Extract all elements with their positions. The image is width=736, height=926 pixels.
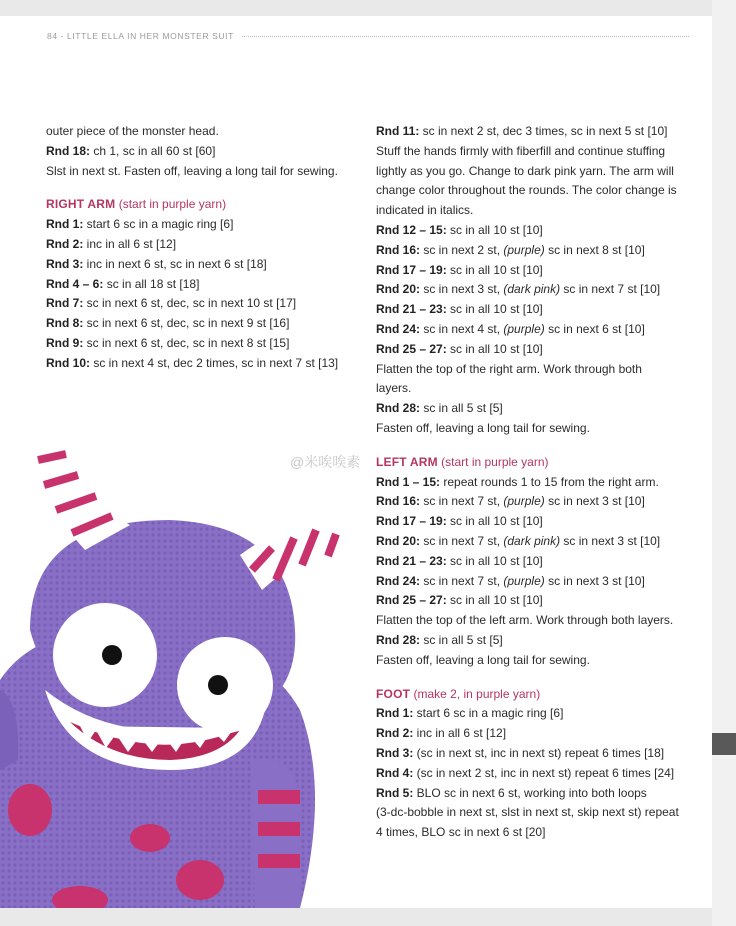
round-text: inc in all 6 st [12] xyxy=(413,726,507,741)
text-line: Fasten off, leaving a long tail for sewing. xyxy=(376,420,590,435)
page-edge xyxy=(712,0,736,926)
text-line: 4 times, BLO sc in next 6 st [20] xyxy=(376,825,546,840)
round-line xyxy=(376,320,696,340)
round-line xyxy=(376,784,696,804)
color-change: (dark pink) xyxy=(503,282,561,297)
round-text: sc in all 5 st [5] xyxy=(420,401,503,416)
text-line: change color throughout the rounds. The color change is xyxy=(376,183,677,198)
round-label: Rnd 4 – 6: xyxy=(46,276,104,291)
text-line: Slst in next st. Fasten off, leaving a long tail for sewing. xyxy=(46,163,338,178)
round-text: BLO sc in next 6 st, working into both loops xyxy=(413,785,647,800)
round-text: sc in all 10 st [10] xyxy=(446,222,543,237)
text-line: layers. xyxy=(376,381,412,396)
round-text: sc in next 3 st [10] xyxy=(544,494,645,509)
monster-spot xyxy=(130,824,170,852)
round-line xyxy=(376,512,696,532)
round-label: Rnd 1 – 15: xyxy=(376,474,441,489)
round-label: Rnd 24: xyxy=(376,321,421,336)
color-change: (dark pink) xyxy=(503,533,561,548)
round-text: sc in next 2 st, dec 3 times, sc in next 5 st [10] xyxy=(419,124,668,138)
round-text: sc in all 10 st [10] xyxy=(446,593,543,608)
round-line xyxy=(376,122,696,142)
left-column xyxy=(46,122,351,374)
round-text: sc in next 6 st, dec, sc in next 9 st [16] xyxy=(83,316,290,331)
round-line xyxy=(376,532,696,552)
round-text: sc in next 2 st, xyxy=(420,242,504,257)
round-label: Rnd 18: xyxy=(46,143,91,158)
round-line xyxy=(376,221,696,241)
round-text: (sc in next 2 st, inc in next st) repeat 6 times [24] xyxy=(413,765,675,780)
text-line: Fasten off, leaving a long tail for sewing. xyxy=(376,652,590,667)
round-text: start 6 sc in a magic ring [6] xyxy=(83,217,234,232)
section-note: (make 2, in purple yarn) xyxy=(410,686,541,701)
text-line: lightly as you go. Change to dark pink yarn. The arm will xyxy=(376,163,674,178)
round-label: Rnd 7: xyxy=(46,296,84,311)
round-text: sc in all 18 st [18] xyxy=(103,276,200,291)
color-change: (purple) xyxy=(503,573,545,588)
round-line xyxy=(376,744,696,764)
round-line xyxy=(376,300,696,320)
round-label: Rnd 24: xyxy=(376,573,421,588)
round-text: inc in all 6 st [12] xyxy=(83,236,177,251)
round-line xyxy=(46,354,351,374)
text-line: Flatten the top of the left arm. Work through both layers. xyxy=(376,613,674,628)
round-label: Rnd 9: xyxy=(46,335,84,350)
round-text: ch 1, sc in all 60 st [60] xyxy=(90,143,216,158)
page-edge-tab xyxy=(712,733,736,755)
round-line xyxy=(376,591,696,611)
round-text: sc in all 10 st [10] xyxy=(446,302,543,317)
section-title: LEFT ARM xyxy=(376,454,438,469)
round-line xyxy=(46,314,351,334)
round-label: Rnd 3: xyxy=(46,256,84,271)
round-text: sc in next 7 st, xyxy=(420,494,504,509)
round-label: Rnd 17 – 19: xyxy=(376,514,447,529)
section-note: (start in purple yarn) xyxy=(115,197,227,212)
round-text: sc in next 8 st [10] xyxy=(544,242,645,257)
round-line xyxy=(46,275,351,295)
section-heading-left-arm xyxy=(376,453,696,473)
round-line xyxy=(376,492,696,512)
round-label: Rnd 1: xyxy=(46,217,84,232)
round-line xyxy=(376,572,696,592)
color-change: (purple) xyxy=(503,321,545,336)
monster-photo xyxy=(0,430,360,908)
round-label: Rnd 17 – 19: xyxy=(376,262,447,277)
round-text: start 6 sc in a magic ring [6] xyxy=(413,706,564,721)
round-text: sc in next 7 st, xyxy=(420,573,504,588)
round-line xyxy=(376,704,696,724)
round-text: sc in all 10 st [10] xyxy=(446,262,543,277)
round-line xyxy=(376,764,696,784)
round-label: Rnd 3: xyxy=(376,745,414,760)
round-label: Rnd 28: xyxy=(376,401,421,416)
round-text: sc in next 3 st [10] xyxy=(544,573,645,588)
section-note: (start in purple yarn) xyxy=(437,454,549,469)
round-text: inc in next 6 st, sc in next 6 st [18] xyxy=(83,256,267,271)
round-label: Rnd 16: xyxy=(376,494,421,509)
round-label: Rnd 1: xyxy=(376,706,414,721)
monster-spot xyxy=(176,860,224,900)
round-line xyxy=(376,280,696,300)
round-label: Rnd 28: xyxy=(376,632,421,647)
round-text: sc in next 7 st [10] xyxy=(560,282,661,297)
round-line xyxy=(376,631,696,651)
round-text: sc in all 5 st [5] xyxy=(420,632,503,647)
round-line xyxy=(46,235,351,255)
round-label: Rnd 4: xyxy=(376,765,414,780)
round-line xyxy=(376,261,696,281)
round-text: sc in next 3 st, xyxy=(420,282,504,297)
round-line xyxy=(376,724,696,744)
round-text: sc in all 10 st [10] xyxy=(446,514,543,529)
round-line xyxy=(376,552,696,572)
round-label: Rnd 12 – 15: xyxy=(376,222,447,237)
round-line xyxy=(46,215,351,235)
round-text: sc in all 10 st [10] xyxy=(446,553,543,568)
text-line: (3-dc-bobble in next st, slst in next st, skip next st) repeat xyxy=(376,805,679,820)
round-line xyxy=(46,334,351,354)
round-label: Rnd 2: xyxy=(46,236,84,251)
round-label: Rnd 25 – 27: xyxy=(376,593,447,608)
round-text: sc in next 4 st, xyxy=(420,321,504,336)
round-label: Rnd 10: xyxy=(46,355,91,370)
round-text: sc in next 6 st, dec, sc in next 8 st [15] xyxy=(83,335,290,350)
round-text: (sc in next st, inc in next st) repeat 6 times [18] xyxy=(413,745,665,760)
round-label: Rnd 21 – 23: xyxy=(376,302,447,317)
text-line: indicated in italics. xyxy=(376,203,474,218)
section-title: RIGHT ARM xyxy=(46,197,116,212)
section-heading-foot xyxy=(376,685,696,705)
round-line xyxy=(46,255,351,275)
round-label: Rnd 11: xyxy=(376,124,420,138)
right-column xyxy=(376,122,696,843)
round-label: Rnd 16: xyxy=(376,242,421,257)
round-label: Rnd 21 – 23: xyxy=(376,553,447,568)
round-label: Rnd 20: xyxy=(376,282,421,297)
round-text: sc in next 3 st [10] xyxy=(560,533,661,548)
header-dotted-rule xyxy=(242,36,689,37)
text-line: Flatten the top of the right arm. Work through both xyxy=(376,361,642,376)
text-line: Stuff the hands firmly with fiberfill and continue stuffing xyxy=(376,143,666,158)
text-line: outer piece of the monster head. xyxy=(46,124,219,138)
round-label: Rnd 20: xyxy=(376,533,421,548)
watermark: @米唉唉素 xyxy=(290,454,361,470)
round-text: sc in next 6 st, dec, sc in next 10 st [17] xyxy=(83,296,297,311)
round-text: sc in next 6 st [10] xyxy=(544,321,645,336)
round-text: repeat rounds 1 to 15 from the right arm. xyxy=(440,474,659,489)
round-line xyxy=(376,399,696,419)
round-label: Rnd 2: xyxy=(376,726,414,741)
round-text: sc in next 7 st, xyxy=(420,533,504,548)
round-text: sc in all 10 st [10] xyxy=(446,341,543,356)
round-text: sc in next 4 st, dec 2 times, sc in next 7 st [13] xyxy=(90,355,339,370)
header-text: 84 - LITTLE ELLA IN HER MONSTER SUIT xyxy=(47,31,234,41)
round-label: Rnd 5: xyxy=(376,785,414,800)
round-label: Rnd 25 – 27: xyxy=(376,341,447,356)
section-heading-right-arm xyxy=(46,195,351,215)
round-line xyxy=(376,473,696,493)
color-change: (purple) xyxy=(503,494,545,509)
monster-spot xyxy=(8,784,52,836)
round-line xyxy=(46,294,351,314)
round-label: Rnd 8: xyxy=(46,316,84,331)
round-line xyxy=(46,142,351,162)
round-line xyxy=(376,340,696,360)
round-line xyxy=(376,241,696,261)
color-change: (purple) xyxy=(503,242,545,257)
section-title: FOOT xyxy=(376,686,411,701)
running-header xyxy=(47,29,689,43)
